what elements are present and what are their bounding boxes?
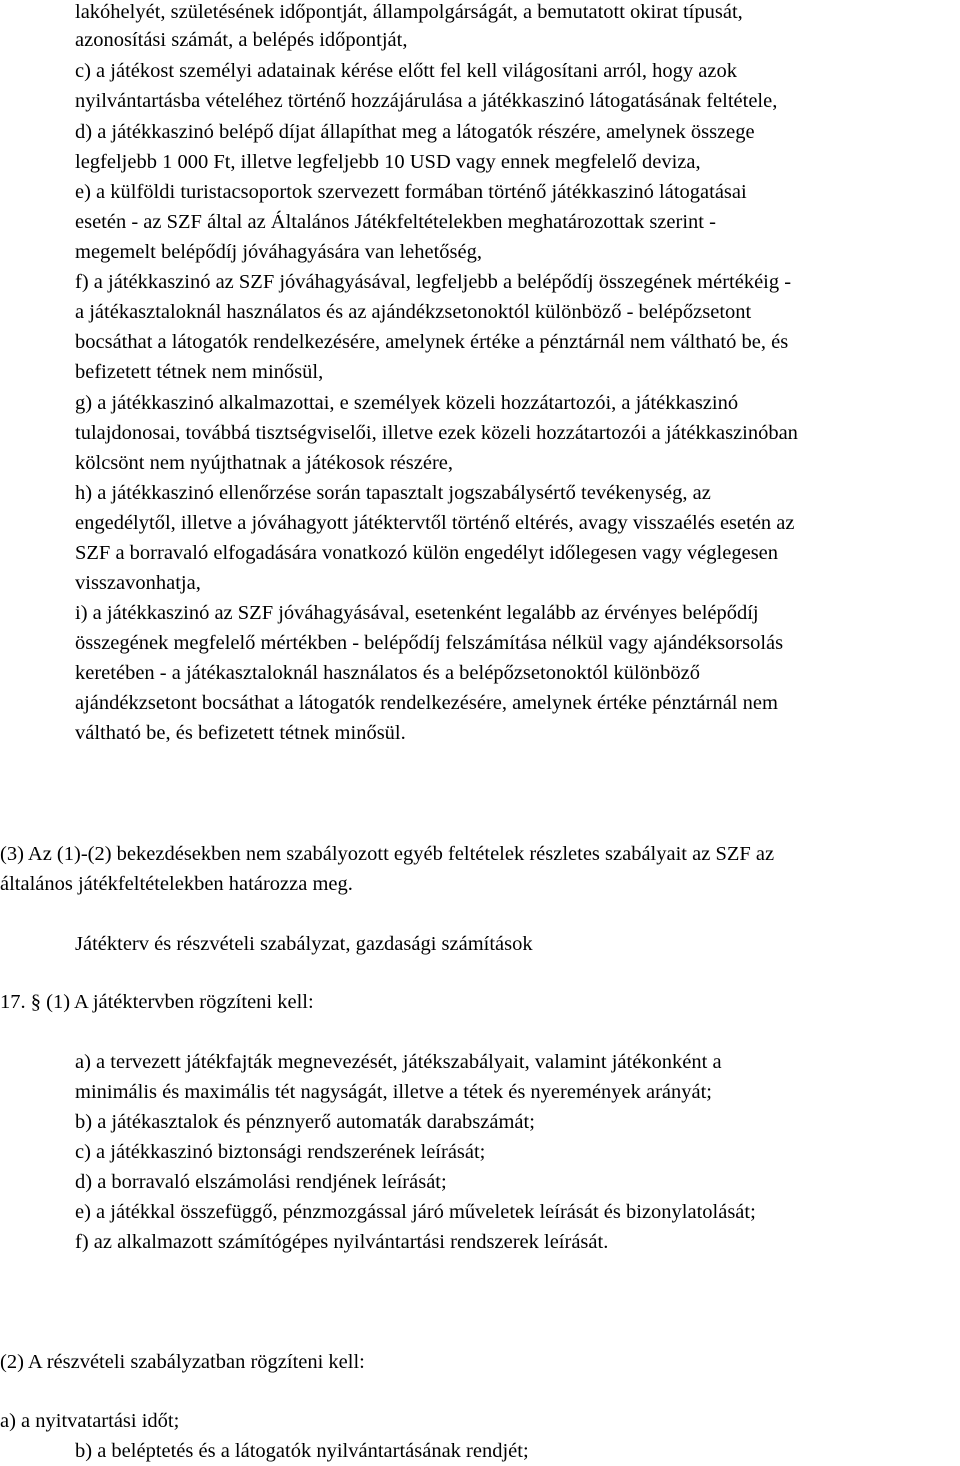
section-heading: Játékterv és részvételi szabályzat, gazdasági számítások — [75, 933, 533, 955]
text-line: keretében - a játékasztaloknál használatos és a belépőzsetonoktól különböző — [75, 662, 701, 684]
text-line: összegének megfelelő mértékben - belépődíj felszámítása nélkül vagy ajándéksorsolás — [75, 632, 784, 654]
text-line: váltható be, és befizetett tétnek minősül. — [75, 722, 406, 744]
text-line: (3) Az (1)-(2) bekezdésekben nem szabályozott egyéb feltételek részletes szabályait az SZF az — [0, 843, 775, 865]
list-item: c) a játékkaszinó biztonsági rendszerének leírását; — [75, 1141, 486, 1163]
text-line: engedélytől, illetve a jóváhagyott játéktervtől történő eltérés, avagy visszaélés esetén az — [75, 512, 795, 534]
list-item: e) a játékkal összefüggő, pénzmozgással járó műveletek leírását és bizonylatolását; — [75, 1201, 756, 1223]
text-line: legfeljebb 1 000 Ft, illetve legfeljebb 10 USD vagy ennek megfelelő deviza, — [75, 151, 701, 173]
text-line: SZF a borravaló elfogadására vonatkozó külön engedélyt időlegesen vagy véglegesen — [75, 542, 779, 564]
text-line: i) a játékkaszinó az SZF jóváhagyásával, esetenként legalább az érvényes belépődíj — [75, 602, 759, 624]
text-line: f) a játékkaszinó az SZF jóváhagyásával, legfeljebb a belépődíj összegének mértékéig - — [75, 271, 792, 293]
list-item: minimális és maximális tét nagyságát, illetve a tétek és nyeremények arányát; — [75, 1081, 712, 1103]
list-item: d) a borravaló elszámolási rendjének leírását; — [75, 1171, 447, 1193]
text-line: tulajdonosai, továbbá tisztségviselői, illetve ezek közeli hozzátartozói a játékkaszinóban — [75, 422, 798, 444]
text-line: ajándékzsetont bocsáthat a látogatók rendelkezésére, amelynek értéke pénztárnál nem — [75, 692, 778, 714]
text-line: e) a külföldi turistacsoportok szervezett formában történő játékkaszinó látogatásai — [75, 181, 747, 203]
paragraph-2-intro: (2) A részvételi szabályzatban rögzíteni kell: — [0, 1351, 365, 1373]
text-line: általános játékfeltételekben határozza meg. — [0, 873, 353, 895]
list-item: b) a beléptetés és a látogatók nyilvántartásának rendjét; — [75, 1440, 529, 1462]
list-item: a) a tervezett játékfajták megnevezését, játékszabályait, valamint játékonként a — [75, 1051, 722, 1073]
section-17-intro: 17. § (1) A játéktervben rögzíteni kell: — [0, 991, 314, 1013]
text-line: h) a játékkaszinó ellenőrzése során tapasztalt jogszabálysértő tevékenység, az — [75, 482, 711, 504]
list-item: f) az alkalmazott számítógépes nyilvántartási rendszerek leírását. — [75, 1231, 609, 1253]
text-line: visszavonhatja, — [75, 572, 201, 594]
list-item: b) a játékasztalok és pénznyerő automaták darabszámát; — [75, 1111, 535, 1133]
text-line: bocsáthat a látogatók rendelkezésére, amelynek értéke a pénztárnál nem váltható be, és — [75, 331, 789, 353]
text-line: nyilvántartásba vételéhez történő hozzájárulása a játékkaszinó látogatásának feltétele, — [75, 90, 778, 112]
text-line: c) a játékost személyi adatainak kérése előtt fel kell világosítani arról, hogy azok — [75, 60, 738, 82]
text-line: azonosítási számát, a belépés időpontját, — [75, 29, 408, 51]
text-line: megemelt belépődíj jóváhagyására van lehetőség, — [75, 241, 482, 263]
text-line: lakóhelyét, születésének időpontját, állampolgárságát, a bemutatott okirat típusát, — [75, 1, 743, 23]
text-line: a játékasztaloknál használatos és az ajándékzsetonoktól különböző - belépőzsetont — [75, 301, 752, 323]
list-item: a) a nyitvatartási időt; — [0, 1410, 180, 1432]
text-line: befizetett tétnek nem minősül, — [75, 361, 324, 383]
text-line: esetén - az SZF által az Általános Játékfeltételekben meghatározottak szerint - — [75, 211, 716, 233]
text-line: kölcsönt nem nyújthatnak a játékosok részére, — [75, 452, 453, 474]
text-line: d) a játékkaszinó belépő díjat állapíthat meg a látogatók részére, amelynek összege — [75, 121, 755, 143]
text-line: g) a játékkaszinó alkalmazottai, e személyek közeli hozzátartozói, a játékkaszinó — [75, 392, 739, 414]
